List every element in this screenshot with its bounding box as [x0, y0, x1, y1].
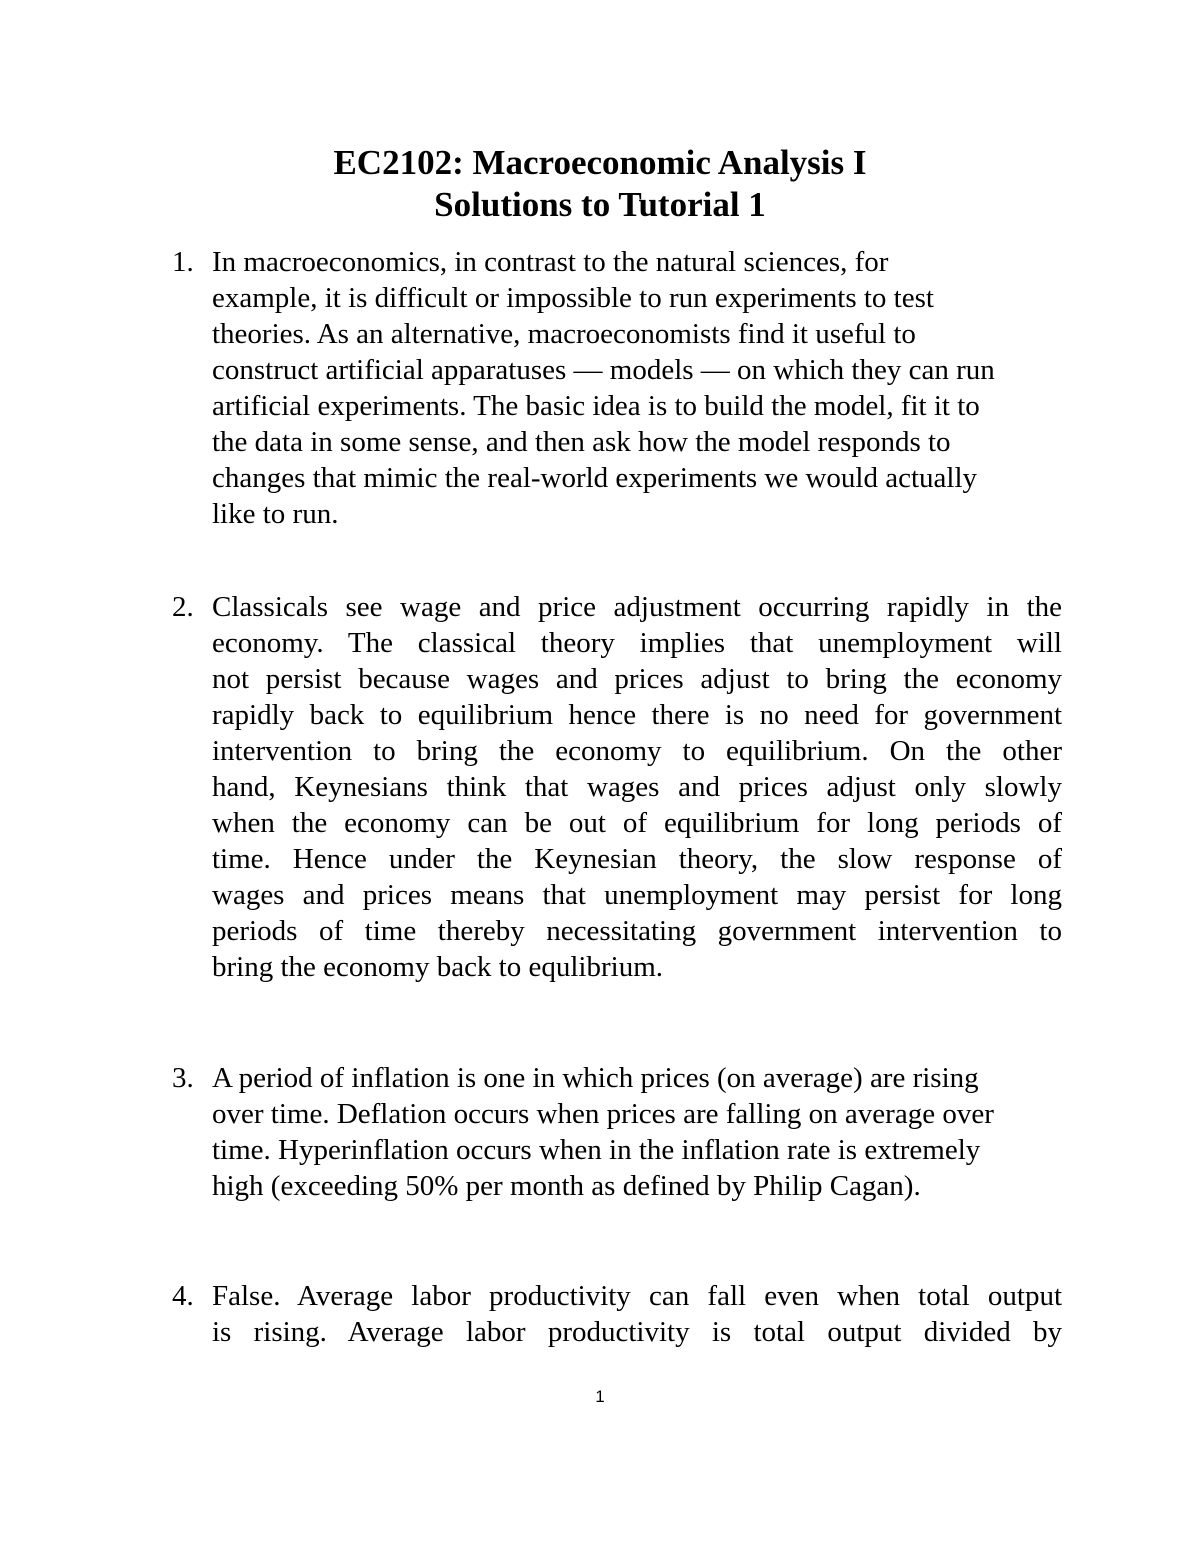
text-line: False. Average labor productivity can fall even when total output	[212, 1280, 1062, 1312]
item-number: 1.	[172, 246, 194, 278]
text-line: when the economy can be out of equilibrium for long periods of	[212, 807, 1062, 839]
answer-item-4	[172, 1278, 1062, 1350]
text-line: over time. Deflation occurs when prices are falling on average over	[212, 1098, 994, 1130]
page-number: 1	[595, 1387, 605, 1406]
answer-item-3	[172, 1060, 1062, 1204]
text-line: bring the economy back to equlibrium.	[212, 951, 664, 983]
text-line: is rising. Average labor productivity is total output divided by	[212, 1316, 1062, 1348]
text-line: In macroeconomics, in contrast to the natural sciences, for	[212, 246, 889, 278]
text-line: wages and prices means that unemployment may persist for long	[212, 879, 1062, 911]
text-line: the data in some sense, and then ask how the model responds to	[212, 426, 951, 458]
document-title	[0, 142, 1200, 226]
text-line: high (exceeding 50% per month as defined by Philip Cagan).	[212, 1170, 921, 1202]
text-line: economy. The classical theory implies that unemployment will	[212, 627, 1062, 659]
text-line: rapidly back to equilibrium hence there is no need for government	[212, 699, 1062, 731]
text-line: theories. As an alternative, macroeconomists find it useful to	[212, 318, 916, 350]
text-line: example, it is difficult or impossible to run experiments to test	[212, 282, 934, 314]
text-line: artificial experiments. The basic idea is to build the model, fit it to	[212, 390, 980, 422]
item-text	[212, 244, 1062, 532]
item-number: 4.	[172, 1280, 194, 1312]
text-line: changes that mimic the real-world experiments we would actually	[212, 462, 978, 494]
text-line: like to run.	[212, 498, 339, 530]
answer-item-2	[172, 589, 1062, 985]
item-text	[212, 1060, 1062, 1204]
text-line: intervention to bring the economy to equilibrium. On the other	[212, 735, 1062, 767]
text-line: A period of inflation is one in which prices (on average) are rising	[212, 1062, 979, 1094]
text-line: Classicals see wage and price adjustment occurring rapidly in the	[212, 591, 1062, 623]
item-text	[212, 1278, 1062, 1350]
text-line: time. Hyperinflation occurs when in the inflation rate is extremely	[212, 1134, 981, 1166]
answer-item-1	[172, 244, 1062, 532]
document-subtitle: Solutions to Tutorial 1	[434, 185, 766, 224]
text-line: time. Hence under the Keynesian theory, the slow response of	[212, 843, 1062, 875]
item-text	[212, 589, 1062, 985]
text-line: construct artificial apparatuses — models — on which they can run	[212, 354, 995, 386]
text-line: hand, Keynesians think that wages and prices adjust only slowly	[212, 771, 1062, 803]
text-line: not persist because wages and prices adjust to bring the economy	[212, 663, 1062, 695]
text-line: periods of time thereby necessitating government intervention to	[212, 915, 1062, 947]
course-title: EC2102: Macroeconomic Analysis I	[333, 143, 867, 182]
item-number: 3.	[172, 1062, 194, 1094]
item-number: 2.	[172, 591, 194, 623]
